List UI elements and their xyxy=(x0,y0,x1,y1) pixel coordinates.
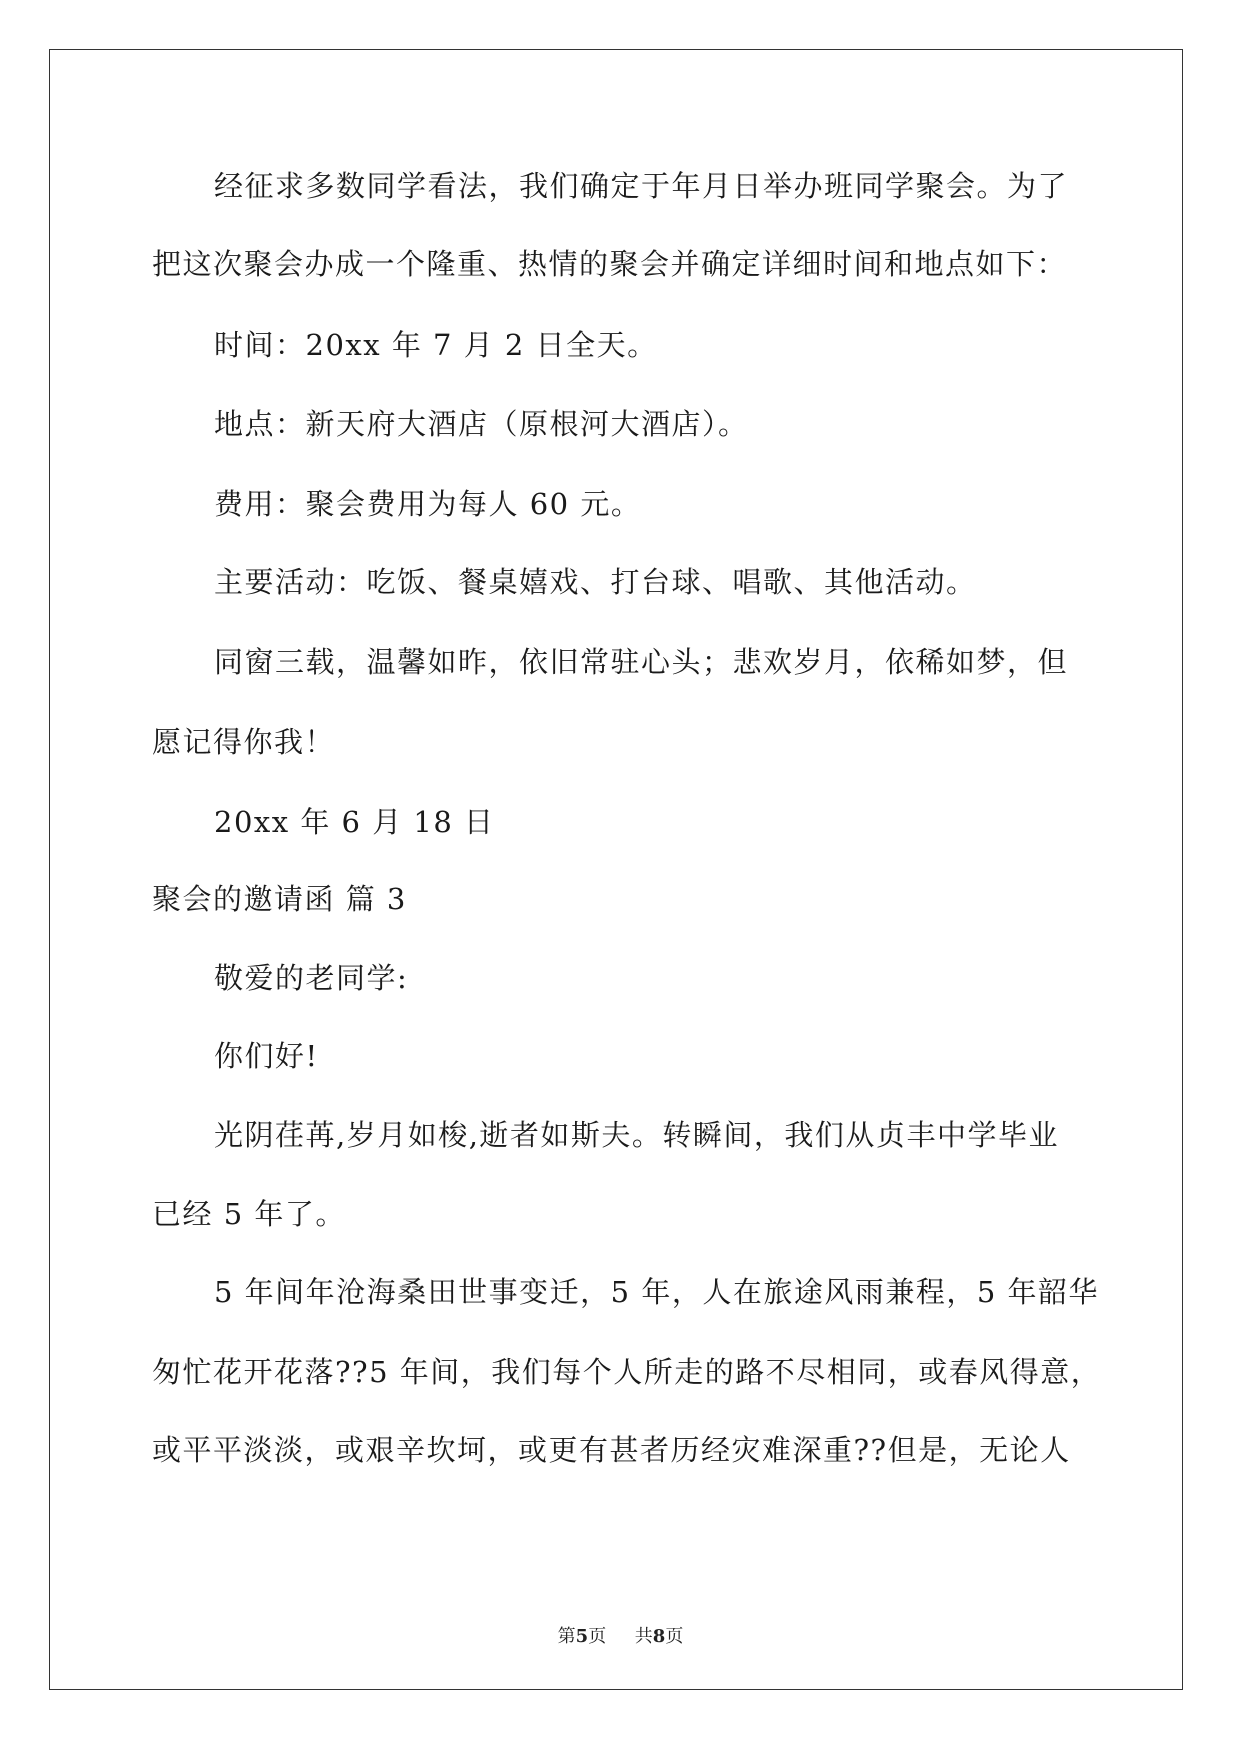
paragraph-line: 匆忙花开花落??5 年间，我们每个人所走的路不尽相同，或春风得意， xyxy=(152,1355,1102,1389)
paragraph-line: 或平平淡淡，或艰辛坎坷，或更有甚者历经灾难深重??但是，无论人 xyxy=(152,1433,1071,1467)
page-unit: 页 xyxy=(588,1626,607,1647)
current-page-number: 5 xyxy=(575,1626,589,1647)
section-heading: 聚会的邀请函 篇 3 xyxy=(152,882,407,916)
page-prefix: 第 xyxy=(557,1626,576,1647)
paragraph-line: 5 年间年沧海桑田世事变迁，5 年，人在旅途风雨兼程，5 年韶华 xyxy=(214,1275,1100,1309)
salutation: 敬爱的老同学: xyxy=(214,961,409,995)
paragraph-line: 地点：新天府大酒店（原根河大酒店）。 xyxy=(214,407,749,441)
paragraph-line: 经征求多数同学看法，我们确定于年月日举办班同学聚会。为了 xyxy=(214,169,1069,203)
paragraph-line: 已经 5 年了。 xyxy=(152,1197,346,1231)
paragraph-line: 主要活动：吃饭、餐桌嬉戏、打台球、唱歌、其他活动。 xyxy=(214,565,977,599)
date-line: 20xx 年 6 月 18 日 xyxy=(214,805,495,839)
greeting: 你们好! xyxy=(214,1039,319,1073)
total-prefix: 共 xyxy=(634,1626,653,1647)
paragraph-line: 愿记得你我！ xyxy=(152,725,336,759)
total-page-count: 8 xyxy=(652,1626,666,1647)
paragraph-line: 费用：聚会费用为每人 60 元。 xyxy=(214,487,642,521)
paragraph-line: 时间：20xx 年 7 月 2 日全天。 xyxy=(214,328,658,362)
page-number-footer xyxy=(0,1626,1241,1648)
paragraph-line: 同窗三载，温馨如昨，依旧常驻心头；悲欢岁月，依稀如梦，但 xyxy=(214,645,1069,679)
total-unit: 页 xyxy=(665,1626,684,1647)
paragraph-line: 把这次聚会办成一个隆重、热情的聚会并确定详细时间和地点如下： xyxy=(152,247,1068,281)
paragraph-line: 光阴荏苒,岁月如梭,逝者如斯夫。转瞬间，我们从贞丰中学毕业 xyxy=(214,1118,1059,1152)
